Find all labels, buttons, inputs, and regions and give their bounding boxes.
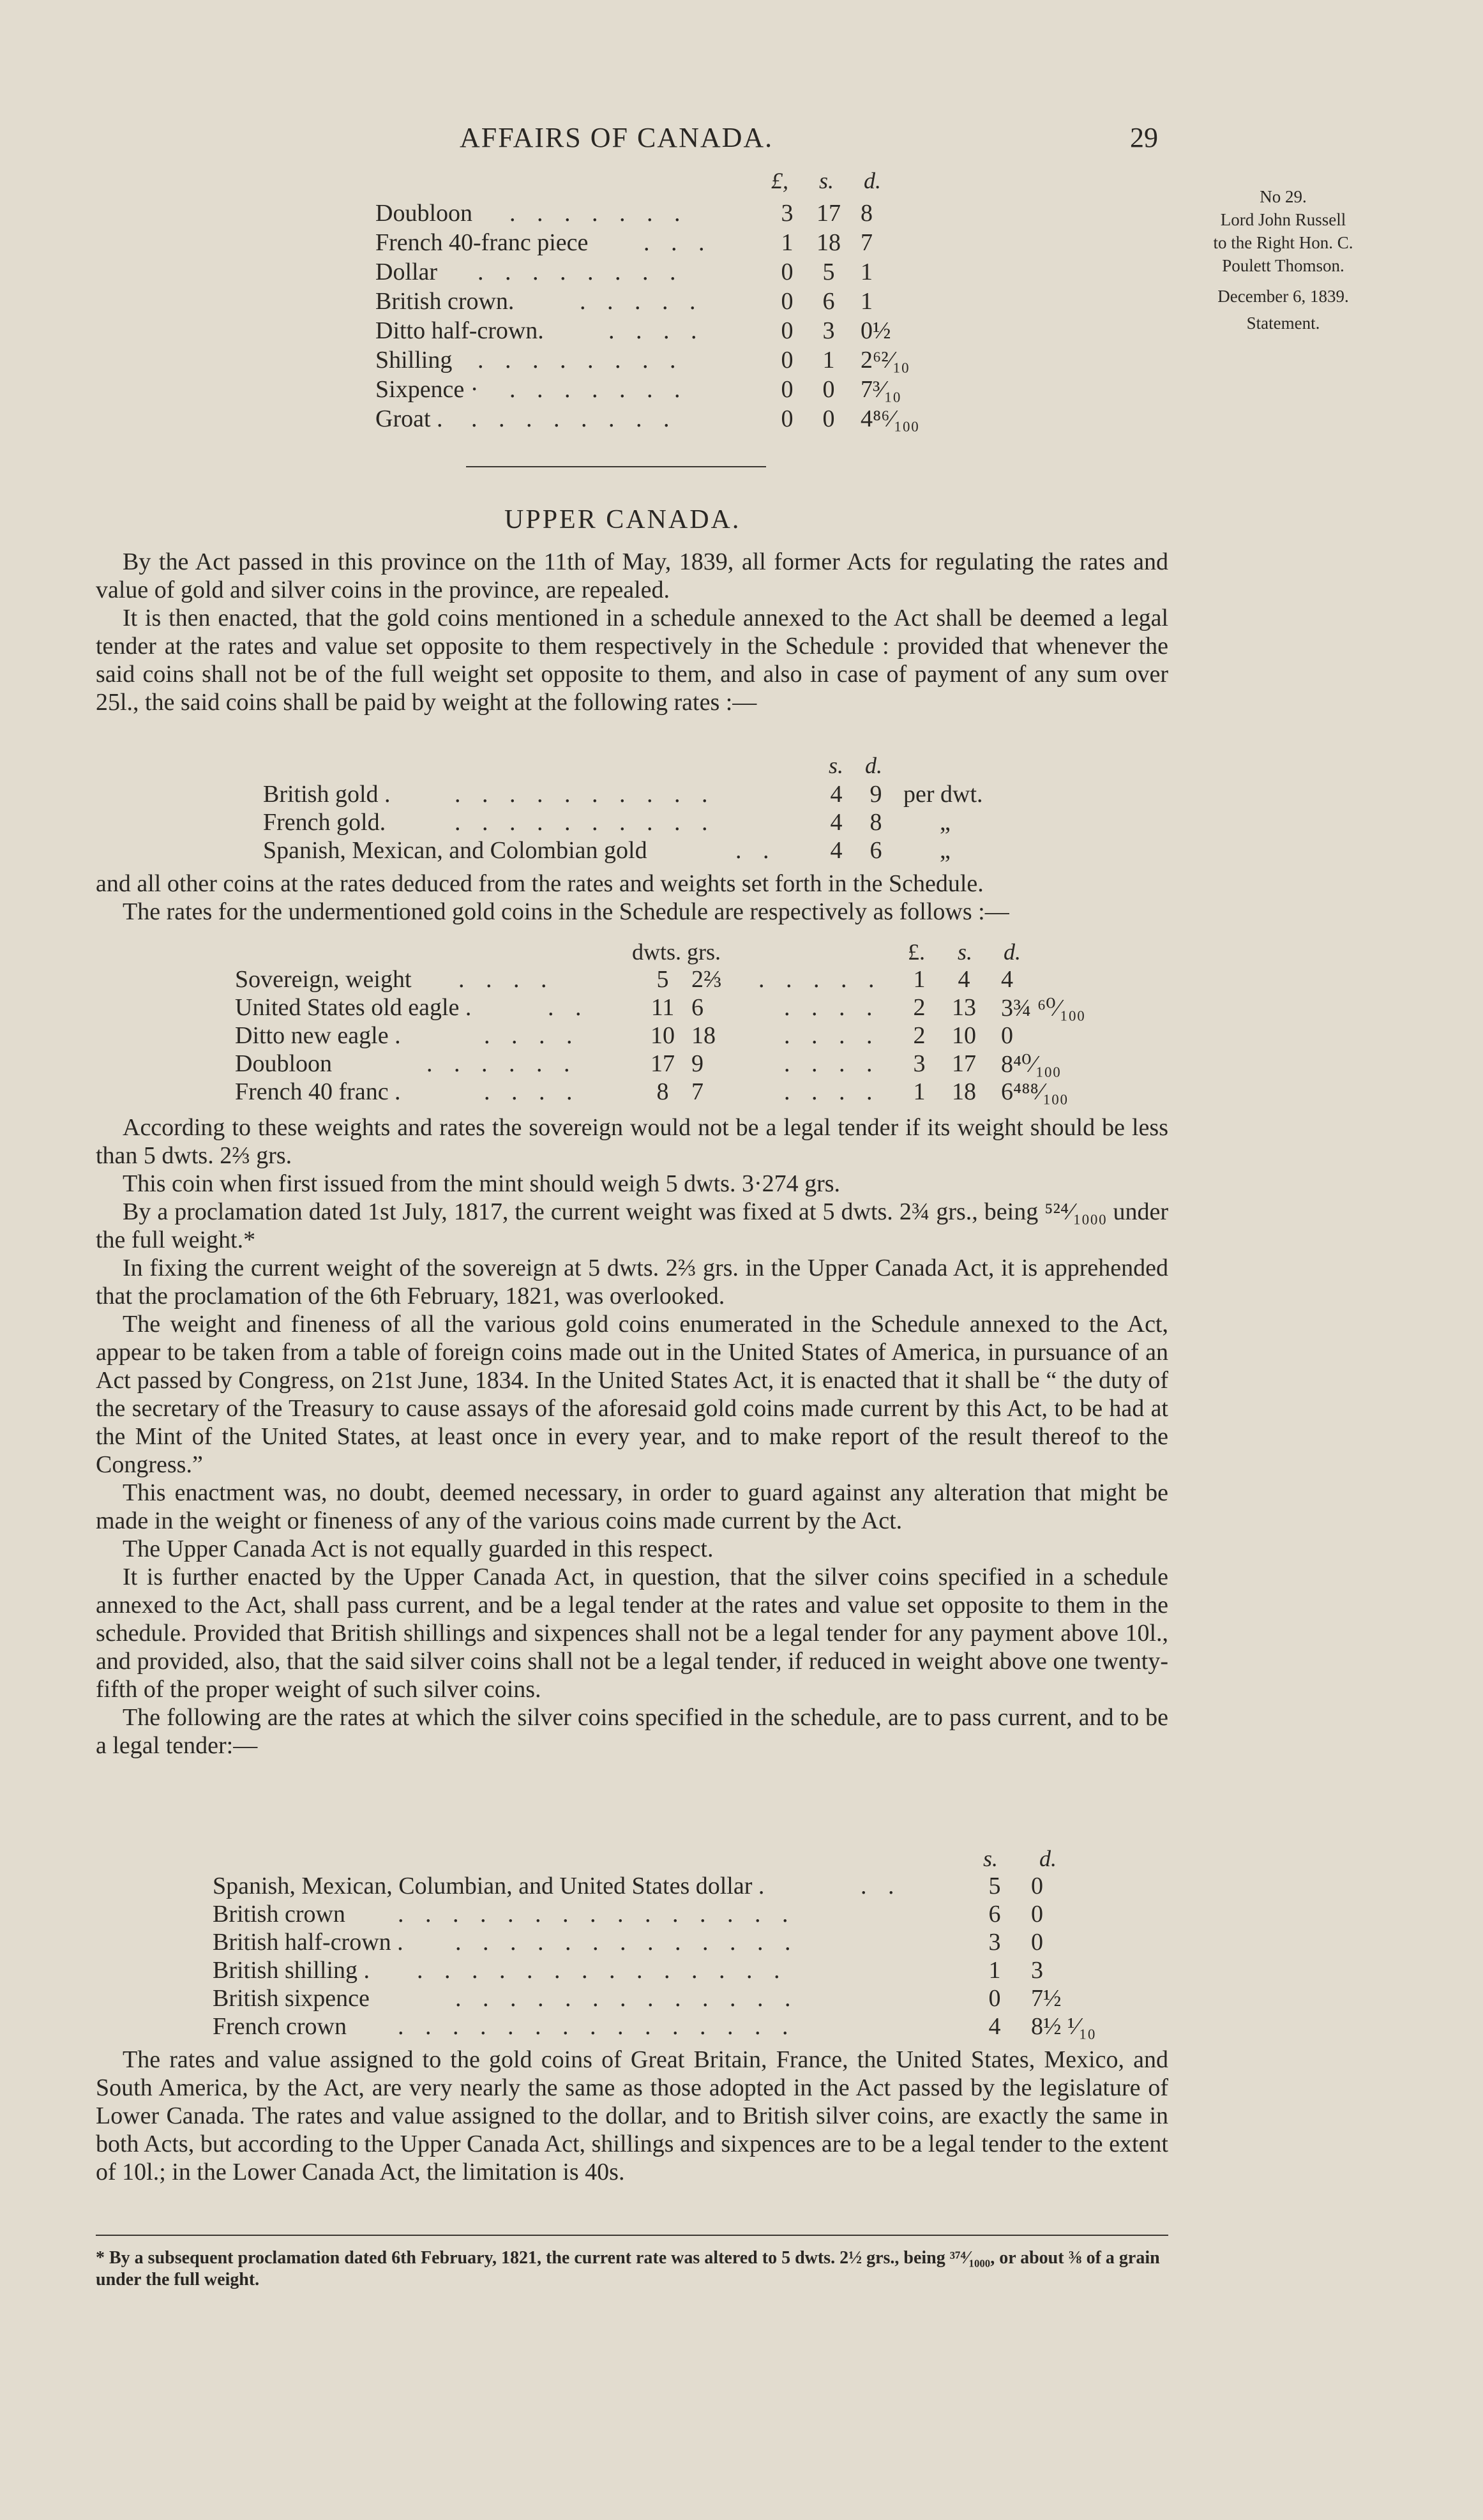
table-row: British sixpence . . . . . . . . . . . . . 0 7½ <box>213 1985 1062 2012</box>
table-row: British crown . . . . . . . . . . . . . . . 6 0 <box>213 1901 1043 1928</box>
paragraph: This coin when first issued from the mint should weigh 5 dwts. 3·274 grs. <box>123 1170 841 1197</box>
paragraph: The following are the rates at which the silver coins specified in the schedule, are to pass current, and to be a legal tender:— <box>96 1704 1168 1759</box>
table-row: Shilling . . . . . . . . 0 1 2⁶²⁄₁₀ <box>375 347 910 373</box>
table-row: British shilling . . . . . . . . . . . . . . . 1 3 <box>213 1957 1043 1984</box>
paragraph: By a proclamation dated 1st July, 1817, the current weight was fixed at 5 dwts. 2¾ grs., being ⁵²⁴⁄₁₀₀₀ under the full weight.* <box>96 1198 1168 1253</box>
table-row: Spanish, Mexican, Columbian, and United States dollar . . . 5 0 <box>213 1873 1043 1899</box>
margin-note-number: No 29. <box>1260 187 1307 206</box>
table-row: Groat . . . . . . . . . 0 0 4⁸⁶⁄₁₀₀ <box>375 405 919 432</box>
paragraph: In fixing the current weight of the sovereign at 5 dwts. 2⅔ grs. in the Upper Canada Act, it is apprehended that the proclamation of the 6th February, 1821, was overlooked. <box>96 1255 1168 1309</box>
intro-paragraphs <box>96 548 1168 716</box>
schedule-paragraphs <box>96 870 1168 926</box>
table-row: French 40 franc . . . . . 8 7 . . . . 1 18 6⁴⁸⁸⁄₁₀₀ <box>235 1078 1068 1105</box>
margin-note <box>1175 185 1392 335</box>
col-head-shillings: s. <box>958 939 973 965</box>
table-row: Doubloon . . . . . . . 3 17 8 <box>375 200 873 227</box>
paragraph: The Upper Canada Act is not equally guarded in this respect. <box>123 1535 714 1562</box>
table-row: United States old eagle . . . 11 6 . . . . 2 13 3¾ ⁶⁰⁄₁₀₀ <box>235 994 1085 1022</box>
margin-note-to-cont: Poulett Thomson. <box>1222 256 1344 275</box>
col-head-pounds: £. <box>908 939 925 965</box>
margin-note-to: to the Right Hon. C. <box>1213 233 1353 252</box>
col-head-pence: d. <box>865 753 882 778</box>
table-row: British gold . . . . . . . . . . . 4 9 per dwt. <box>263 781 983 808</box>
col-head-weight: dwts. grs. <box>632 939 721 965</box>
commentary-paragraphs <box>96 1113 1168 1760</box>
paragraph: It is then enacted, that the gold coins mentioned in a schedule annexed to the Act shall be deemed a legal tender at the rates and value set opposite to them respectively in the Schedule : provided that whenever the said coins shall not be of the full weight set opposite to them, and also in case of payment of any sum over 25l., the said coins shall be paid by weight at the following rates :— <box>96 605 1168 716</box>
paragraph: It is further enacted by the Upper Canada Act, in question, that the silver coins specified in a schedule annexed to the Act, shall pass current, and be a legal tender at the rates and value set opposite to them in the schedule. Provided that British shillings and sixpences shall not be a legal tender for any payment above 10l., and provided, also, that the said silver coins shall not be a legal tender, if reduced in weight above one twenty-fifth of the proper weight of such silver coins. <box>96 1564 1168 1703</box>
margin-note-label: Statement. <box>1246 313 1320 333</box>
col-head-pounds: £, <box>771 168 788 193</box>
table-row: French gold. . . . . . . . . . . 4 8 „ <box>263 809 951 836</box>
page-number: 29 <box>1130 122 1158 153</box>
col-head-shillings: s. <box>983 1846 998 1871</box>
footnote-rule <box>96 2235 1168 2236</box>
paragraph: By the Act passed in this province on the 11th of May, 1839, all former Acts for regulating the rates and value of gold and silver coins in the province, are repealed. <box>96 548 1168 603</box>
margin-note-date: December 6, 1839. <box>1217 287 1349 306</box>
col-head-shillings: s. <box>819 168 834 193</box>
paragraph: According to these weights and rates the sovereign would not be a legal tender if its weight should be less than 5 dwts. 2⅔ grs. <box>96 1114 1168 1169</box>
table-row: Sovereign, weight . . . . 5 2⅔ . . . . . 1 4 4 <box>235 966 1013 993</box>
table-row: British half-crown . . . . . . . . . . . . . . 3 0 <box>213 1929 1043 1956</box>
table-row: Sixpence · . . . . . . . 0 0 7³⁄₁₀ <box>375 376 901 403</box>
col-head-pence: d. <box>1039 1846 1057 1871</box>
paragraph: This enactment was, no doubt, deemed necessary, in order to guard against any alteration that might be made in the weight or fineness of any of the various coins made current by the Act. <box>96 1479 1168 1534</box>
closing-paragraph <box>96 2046 1168 2186</box>
table-row: Ditto half-crown. . . . . 0 3 0½ <box>375 317 891 344</box>
margin-note-from: Lord John Russell <box>1220 210 1346 229</box>
running-title: AFFAIRS OF CANADA. <box>460 122 774 153</box>
table-row: Doubloon . . . . . . 17 9 . . . . 3 17 8⁴⁰⁄₁₀₀ <box>235 1050 1061 1078</box>
col-head-pence: d. <box>864 168 881 193</box>
paragraph: The rates and value assigned to the gold coins of Great Britain, France, the United States, Mexico, and South America, by the Act, are very nearly the same as those adopted in the Act passed by the legislature of Lower Canada. The rates and value assigned to the dollar, and to British silver coins, are exactly the same in both Acts, but according to the Upper Canada Act, shillings and sixpences are to be a legal tender to the extent of 10l.; in the Lower Canada Act, the limitation is 40s. <box>96 2046 1168 2185</box>
col-head-shillings: s. <box>829 753 844 778</box>
table-row: Spanish, Mexican, and Colombian gold . . 4 6 „ <box>263 837 951 864</box>
section-title: UPPER CANADA. <box>504 505 741 534</box>
table-row: French crown . . . . . . . . . . . . . . . 4 8½ ¹⁄₁₀ <box>213 2013 1096 2040</box>
table-row: Dollar . . . . . . . . 0 5 1 <box>375 259 873 285</box>
table-row: Ditto new eagle . . . . . 10 18 . . . . 2 10 0 <box>235 1022 1013 1049</box>
footnote: * By a subsequent proclamation dated 6th February, 1821, the current rate was altered to 5 dwts. 2½ grs., being ³⁷⁴⁄₁₀₀₀, or about ⅜ of a grain under the full weight. <box>96 2248 1160 2290</box>
divider <box>466 466 766 467</box>
paragraph: The weight and fineness of all the various gold coins enumerated in the Schedule annexed to the Act, appear to be taken from a table of foreign coins made out in the United States of America, in pursuance of an Act passed by Congress, on 21st June, 1834. In the United States Act, it is enacted that it shall be “ the duty of the secretary of the Treasury to cause assays of the aforesaid gold coins made current by this Act, to be had at the Mint of the United States, at least once in every year, and to make report of the result thereof to the Congress.” <box>96 1311 1168 1478</box>
paragraph: and all other coins at the rates deduced from the rates and weights set forth in the Schedule. <box>96 870 984 897</box>
table-row: French 40-franc piece . . . 1 18 7 <box>375 229 873 256</box>
table-row: British crown. . . . . . 0 6 1 <box>375 288 873 315</box>
col-head-pence: d. <box>1004 939 1021 965</box>
paragraph: The rates for the undermentioned gold coins in the Schedule are respectively as follows :— <box>123 898 1009 925</box>
